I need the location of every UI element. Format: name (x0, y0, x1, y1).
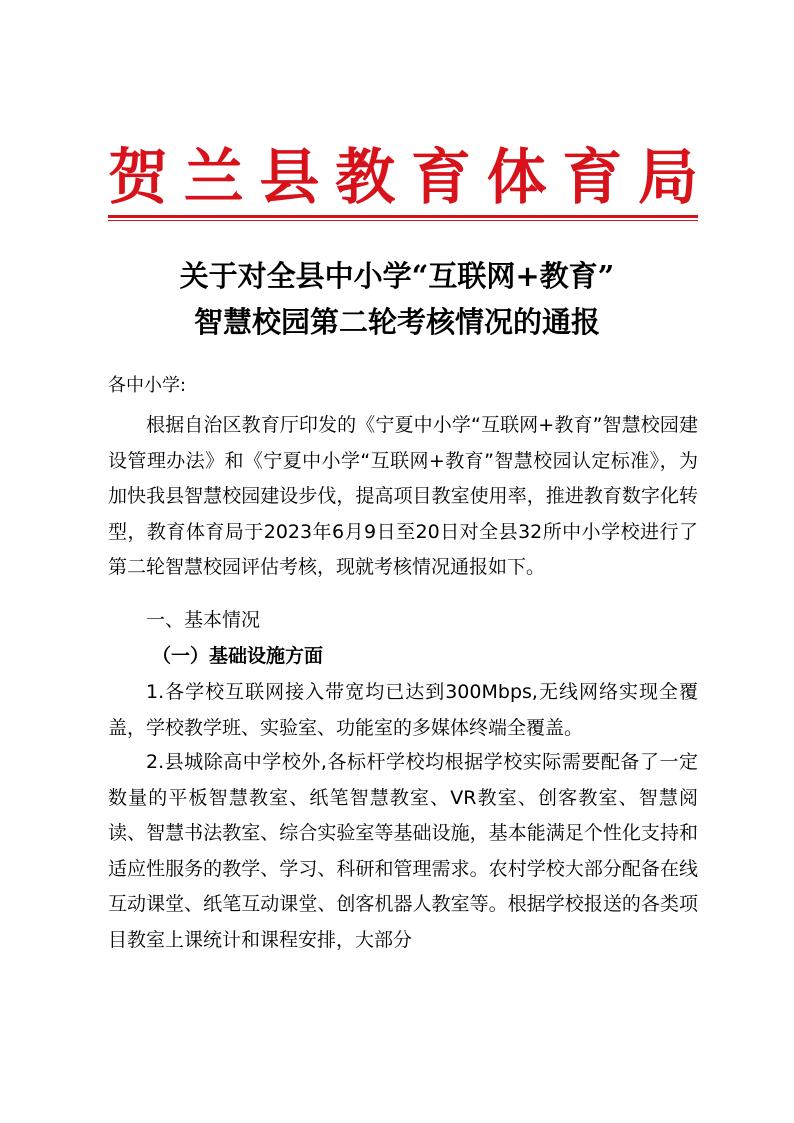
salutation: 各中小学: (108, 375, 187, 396)
document-title-line-2: 智慧校园第二轮考核情况的通报 (193, 305, 600, 339)
masthead-red-rule-thin (108, 220, 698, 221)
masthead-red-rule (108, 215, 698, 218)
document-title-line-1: 关于对全县中小学“互联网+教育” (179, 259, 615, 293)
item-1-paragraph: 1.各学校互联网接入带宽均已达到300Mbps,无线网络实现全覆盖，学校教学班、实验室、功能室的多媒体终端全覆盖。 (108, 681, 698, 739)
subsection-heading-infrastructure: （一）基础设施方面 (152, 645, 324, 667)
item-2-paragraph: 2.县城除高中学校外,各标杆学校均根据学校实际需要配备了一定数量的平板智慧教室、纸笔智慧教室、VR教室、创客教室、智慧阅读、智慧书法教室、综合实验室等基础设施，基本能满足个性化支持和适应性服务的教学、学习、科研和管理需求。农村学校大部分配备在线互动课堂、纸笔互动课堂、创客机器人教室等。根据学校报送的各类项目教室上课统计和课程安排，大部分 (108, 751, 698, 951)
section-heading-basic-situation: 一、基本情况 (146, 609, 261, 631)
masthead-title: 贺兰县教育体育局 (108, 143, 698, 213)
intro-paragraph: 根据自治区教育厅印发的《宁夏中小学“互联网+教育”智慧校园建设管理办法》和《宁夏中小学“互联网+教育”智慧校园认定标准》，为加快我县智慧校园建设步伐，提高项目教室使用率，推进教育数字化转型，教育体育局于2023年6月9日至20日对全县32所中小学校进行了第二轮智慧校园评估考核，现就考核情况通报如下。 (108, 414, 698, 578)
